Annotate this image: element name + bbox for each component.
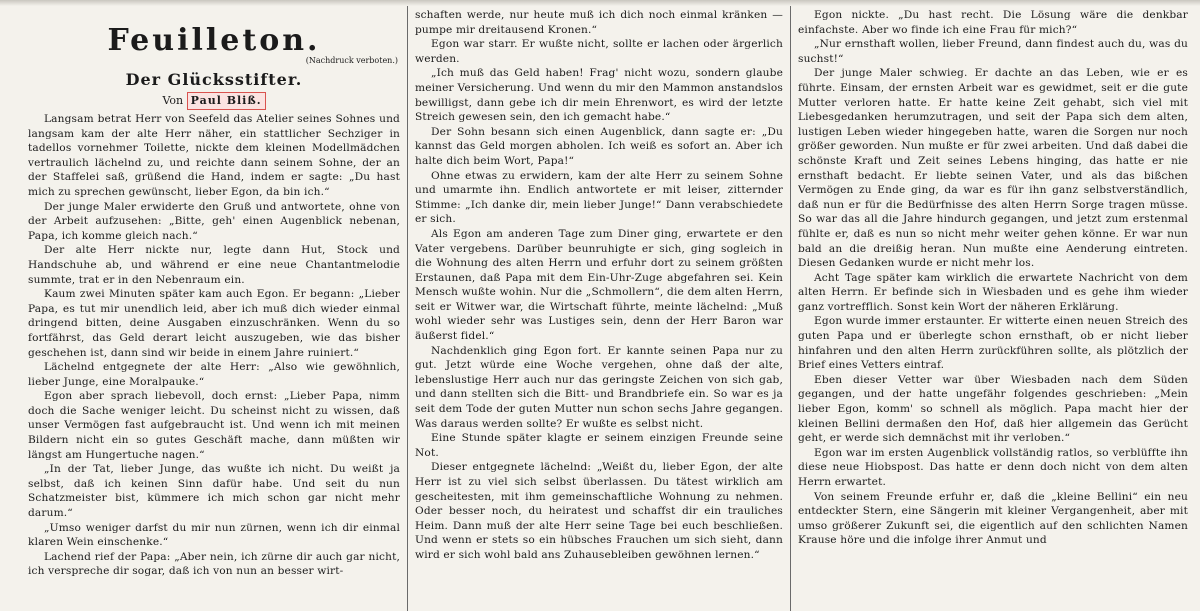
- paragraph: schaften werde, nur heute muß ich dich noch einmal kränken — pumpe mir dreitausend Kronen.“: [415, 9, 783, 36]
- paragraph: Kaum zwei Minuten später kam auch Egon. Er begann: „Lieber Papa, es tut mir unendlich leid, aber ich muß dich wieder einmal dringend bitten, deine Ausgaben einzuschränken. Wenn du so fortfährst, das Geld derart leicht auszugeben, wie das bisher geschehen ist, dann sind wir beide in einem Jahre ruiniert.“: [28, 288, 400, 359]
- section-title: Feuilleton.: [107, 23, 321, 58]
- paragraph: Als Egon am anderen Tage zum Diner ging, erwartete er den Vater vergebens. Darüber beunruhigte er sich, ging sogleich in die Wohnung des alten Herrn und erfuhr dort zu seinem größten Erstaunen, daß Papa mit dem Ein-Uhr-Zuge abgefahren sei. Kein Mensch wußte wohin. Nur die „Schmollern“, die dem alten Herrn, seit er Witwer war, die Wirtschaft führte, meinte lächelnd: „Muß wohl wieder sehr was Lustiges sein, denn der Herr Baron war äußerst fidel.“: [415, 227, 783, 343]
- paragraph: Eine Stunde später klagte er seinem einzigen Freunde seine Not.: [415, 432, 783, 459]
- column-rule: [790, 6, 791, 611]
- column-rule: [407, 6, 408, 611]
- paragraph: Der junge Maler erwiderte den Gruß und antwortete, ohne von der Arbeit aufzusehen: „Bitte, geh' einen Augenblick nebenan, Papa, ich komme gleich nach.“: [28, 200, 400, 242]
- paragraph: Dieser entgegnete lächelnd: „Weißt du, lieber Egon, der alte Herr ist zu viel sich selbst überlassen. Du tätest wirklich am gescheitesten, mit ihm gemeinschaftliche Wohnung zu nehmen. Oder besser noch, du heiratest und schaffst dir ein trauliches Heim. Dann muß der alte Herr seine Tage bei euch beschließen. Und wenn er stets so ein hübsches Frauchen um sich sieht, dann wird er sich wohl bald ans Zuhausebleiben gewöhnen lernen.“: [415, 461, 783, 561]
- paragraph: Egon war im ersten Augenblick vollständig ratlos, so verblüffte ihn diese neue Hiobspost. Das hatte er denn doch nicht von dem alten Herrn erwartet.: [798, 446, 1188, 488]
- paragraph: Nachdenklich ging Egon fort. Er kannte seinen Papa nur zu gut. Jetzt würde eine Woche vergehen, ohne daß der alte, lebenslustige Herr auch nur das geringste Zeichen von sich gab, und dann stellten sich die Bitt- und Brandbriefe ein. So war es ja seit dem Tode der guten Mutter nun schon sechs Jahre gegangen. Was daraus werden sollte? Er wußte es selbst nicht.: [415, 344, 783, 430]
- paragraph: Acht Tage später kam wirklich die erwartete Nachricht von dem alten Herrn. Er befinde sich in Wiesbaden und es gehe ihm wieder ganz vortrefflich. Sonst kein Wort der näheren Erklärung.: [798, 271, 1188, 313]
- paragraph: Lächelnd entgegnete der alte Herr: „Also wie gewöhnlich, lieber Junge, eine Moralpauke.“: [28, 361, 400, 388]
- byline: [28, 92, 400, 110]
- paragraph: Ohne etwas zu erwidern, kam der alte Herr zu seinem Sohne und umarmte ihn. Endlich antwortete er mit leiser, zitternder Stimme: „Ich danke dir, mein lieber Junge!“ Dann verabschiedete er sich.: [415, 169, 783, 226]
- byline-prefix: Von: [162, 94, 184, 107]
- paragraph: Egon war starr. Er wußte nicht, sollte er lachen oder ärgerlich werden.: [415, 38, 783, 65]
- paragraph: Der junge Maler schwieg. Er dachte an das Leben, wie er es führte. Einsam, der ernsten Arbeit war es gewidmet, seit er die gute Mutter verloren hatte. Er hatte keine Zeit gehabt, sich viel mit Liebesgedanken herumzutragen, und seit der Papa sich dem alten, lustigen Leben wieder hingegeben hatte, waren die Sorgen nur noch größer geworden. Nun mußte er für zwei arbeiten. Und daß dabei die schönste Kraft und Zeit seines Lebens hinging, das hatte er nie ernsthaft bedacht. Er liebte seinen Vater, und als das bißchen Vermögen zu Ende ging, da war es für ihn ganz selbstverständlich, daß nun er für die Bedürfnisse des alten Herrn Sorge tragen müsse. So war das all die Jahre hindurch gegangen, und jetzt zum erstenmal fühlte er, daß es nun so nicht mehr weiter gehen könne. Er war nun bald an die dreißig heran. Nun mußte eine Aenderung eintreten. Diesen Gedanken wurde er nicht mehr los.: [798, 67, 1188, 270]
- paragraph: „In der Tat, lieber Junge, das wußte ich nicht. Du weißt ja selbst, daß ich keinen Sinn dafür habe. Und seit du nun Schatzmeister bist, kümmere ich mich schon gar nicht mehr darum.“: [28, 463, 400, 520]
- column-2: [415, 6, 783, 611]
- column-3: [798, 6, 1188, 611]
- author-name: Paul Bliß.: [187, 92, 266, 110]
- column-1: [28, 6, 400, 611]
- paragraph: Egon wurde immer erstaunter. Er witterte einen neuen Streich des guten Papa und er überlegte schon ernsthaft, ob er nicht lieber hinfahren und den alten Herrn zurückführen sollte, als plötzlich der Brief eines Vetters eintraf.: [798, 315, 1188, 372]
- paragraph: Der alte Herr nickte nur, legte dann Hut, Stock und Handschuhe ab, und während er eine neue Chantantmelodie summte, trat er in den Nebenraum ein.: [28, 244, 400, 286]
- paragraph: „Ich muß das Geld haben! Frag' nicht wozu, sondern glaube meiner Versicherung. Und wenn du mir den Mammon anstandslos bewilligst, dann gebe ich dir mein Ehrenwort, es wird der letzte Streich gewesen sein, den ich gemacht habe.“: [415, 67, 783, 124]
- paragraph: Langsam betrat Herr von Seefeld das Atelier seines Sohnes und langsam kam der alte Herr näher, ein stattlicher Sechziger in tadellos vornehmer Toilette, nickte dem kleinen Modellmädchen vertraulich lächelnd zu, und reichte dann seinem Sohne, der an der Staffelei saß, grüßend die Hand, indem er sagte: „Du hast mich zu sprechen gewünscht, lieber Egon, da bin ich.“: [28, 113, 400, 198]
- story-title: Der Glücksstifter.: [125, 70, 303, 89]
- paragraph: Egon aber sprach liebevoll, doch ernst: „Lieber Papa, nimm doch die Sache weniger leicht. Du scheinst nicht zu wissen, daß unser Vermögen fast aufgebraucht ist. Und wenn ich mit meinen Bildern nicht ein so gutes Geschäft mache, dann müßten wir längst am Hungertuche nagen.“: [28, 390, 400, 461]
- paragraph: Egon nickte. „Du hast recht. Die Lösung wäre die denkbar einfachste. Aber wo finde ich eine Frau für mich?“: [798, 9, 1188, 36]
- paragraph: „Umso weniger darfst du mir nun zürnen, wenn ich dir einmal klaren Wein einschenke.“: [28, 521, 400, 549]
- paragraph: „Nur ernsthaft wollen, lieber Freund, dann findest auch du, was du suchst!“: [798, 38, 1188, 65]
- paragraph: Lachend rief der Papa: „Aber nein, ich zürne dir auch gar nicht, ich verspreche dir sogar, daß ich von nun an besser wirt-: [28, 550, 400, 578]
- paragraph: Eben dieser Vetter war über Wiesbaden nach dem Süden gegangen, und der hatte ungefähr folgendes geschrieben: „Mein lieber Egon, komm' so schnell als möglich. Papa macht hier der kleinen Bellini dermaßen den Hof, daß hier allgemein das Gerücht geht, er werde sich demnächst mit ihr verloben.“: [798, 373, 1188, 445]
- paragraph: Von seinem Freunde erfuhr er, daß die „kleine Bellini“ ein neu entdeckter Stern, eine Sängerin mit kleiner Vergangenheit, aber mit umso größerer Zukunft sei, die eigentlich auf den schlichten Namen Krause höre und die infolge ihrer Anmut und: [798, 490, 1188, 547]
- reprint-note: (Nachdruck verboten.): [305, 56, 398, 65]
- paragraph: Der Sohn besann sich einen Augenblick, dann sagte er: „Du kannst das Geld morgen abholen. Ich weiß es sofort an. Aber ich halte dich beim Wort, Papa!“: [415, 125, 783, 167]
